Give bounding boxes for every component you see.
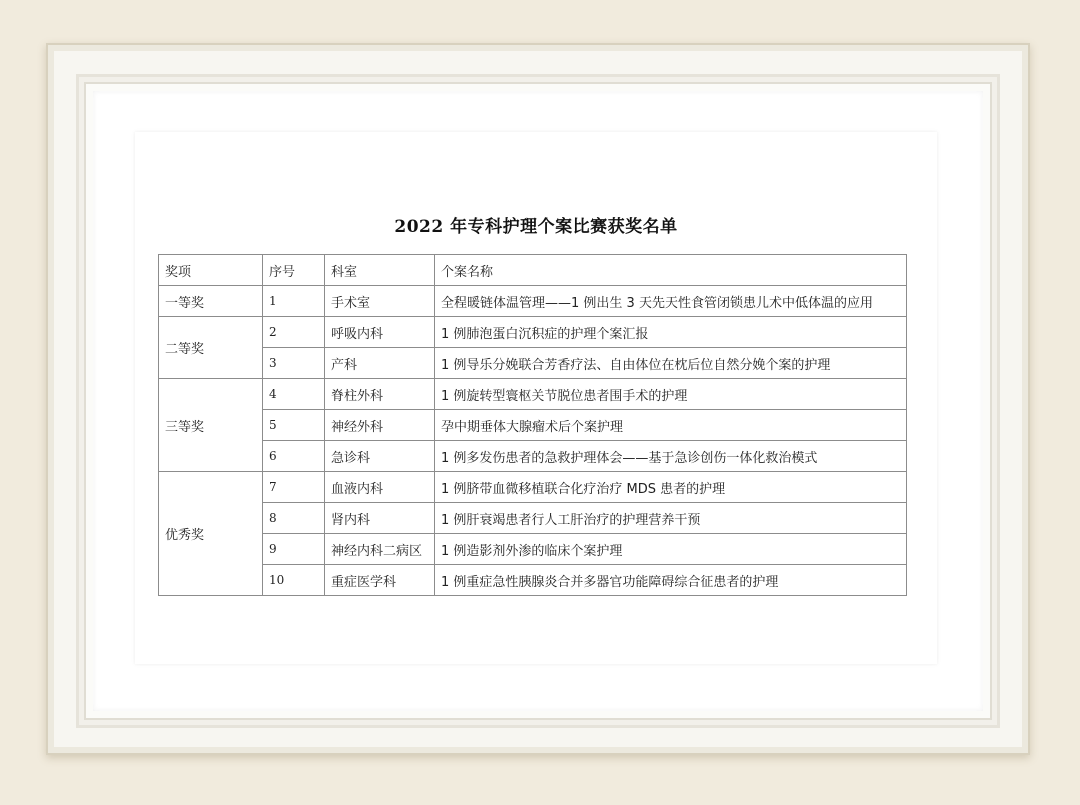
- department-cell: 肾内科: [325, 503, 435, 534]
- department-cell: 重症医学科: [325, 565, 435, 596]
- number-cell: 2: [263, 317, 325, 348]
- department-cell: 神经内科二病区: [325, 534, 435, 565]
- case-name-cell: 孕中期垂体大腺瘤术后个案护理: [435, 410, 907, 441]
- case-name-cell: 1 例肺泡蛋白沉积症的护理个案汇报: [435, 317, 907, 348]
- case-name-cell: 1 例肝衰竭患者行人工肝治疗的护理营养干预: [435, 503, 907, 534]
- document-title: 2022 年专科护理个案比赛获奖名单: [394, 217, 678, 237]
- department-cell: 手术室: [325, 286, 435, 317]
- table-row: [159, 441, 907, 472]
- award-level-cell: 二等奖: [159, 317, 263, 379]
- award-level-cell: 一等奖: [159, 286, 263, 317]
- department-cell: 急诊科: [325, 441, 435, 472]
- number-cell: 1: [263, 286, 325, 317]
- case-name-cell: 1 例多发伤患者的急救护理体会——基于急诊创伤一体化救治模式: [435, 441, 907, 472]
- award-level-cell: 优秀奖: [159, 472, 263, 596]
- case-name-cell: 1 例重症急性胰腺炎合并多器官功能障碍综合征患者的护理: [435, 565, 907, 596]
- department-cell: 脊柱外科: [325, 379, 435, 410]
- table-header-row: [159, 255, 907, 286]
- number-cell: 3: [263, 348, 325, 379]
- awards-table-body: [159, 255, 907, 596]
- table-row: [159, 503, 907, 534]
- number-cell: 9: [263, 534, 325, 565]
- case-name-cell: 1 例造影剂外渗的临床个案护理: [435, 534, 907, 565]
- case-name-cell: 全程暖链体温管理——1 例出生 3 天先天性食管闭锁患儿术中低体温的应用: [435, 286, 907, 317]
- awards-table: [158, 254, 907, 596]
- header-department: 科室: [325, 255, 435, 286]
- table-row: [159, 565, 907, 596]
- number-cell: 4: [263, 379, 325, 410]
- case-name-cell: 1 例导乐分娩联合芳香疗法、自由体位在枕后位自然分娩个案的护理: [435, 348, 907, 379]
- department-cell: 神经外科: [325, 410, 435, 441]
- award-level-cell: 三等奖: [159, 379, 263, 472]
- header-number: 序号: [263, 255, 325, 286]
- table-row: [159, 379, 907, 410]
- table-row: [159, 286, 907, 317]
- header-award: 奖项: [159, 255, 263, 286]
- case-name-cell: 1 例旋转型寰枢关节脱位患者围手术的护理: [435, 379, 907, 410]
- department-cell: 呼吸内科: [325, 317, 435, 348]
- number-cell: 5: [263, 410, 325, 441]
- department-cell: 血液内科: [325, 472, 435, 503]
- table-row: [159, 348, 907, 379]
- number-cell: 6: [263, 441, 325, 472]
- table-row: [159, 534, 907, 565]
- table-row: [159, 410, 907, 441]
- number-cell: 8: [263, 503, 325, 534]
- number-cell: 7: [263, 472, 325, 503]
- department-cell: 产科: [325, 348, 435, 379]
- case-name-cell: 1 例脐带血微移植联合化疗治疗 MDS 患者的护理: [435, 472, 907, 503]
- header-case-name: 个案名称: [435, 255, 907, 286]
- table-row: [159, 472, 907, 503]
- number-cell: 10: [263, 565, 325, 596]
- table-row: [159, 317, 907, 348]
